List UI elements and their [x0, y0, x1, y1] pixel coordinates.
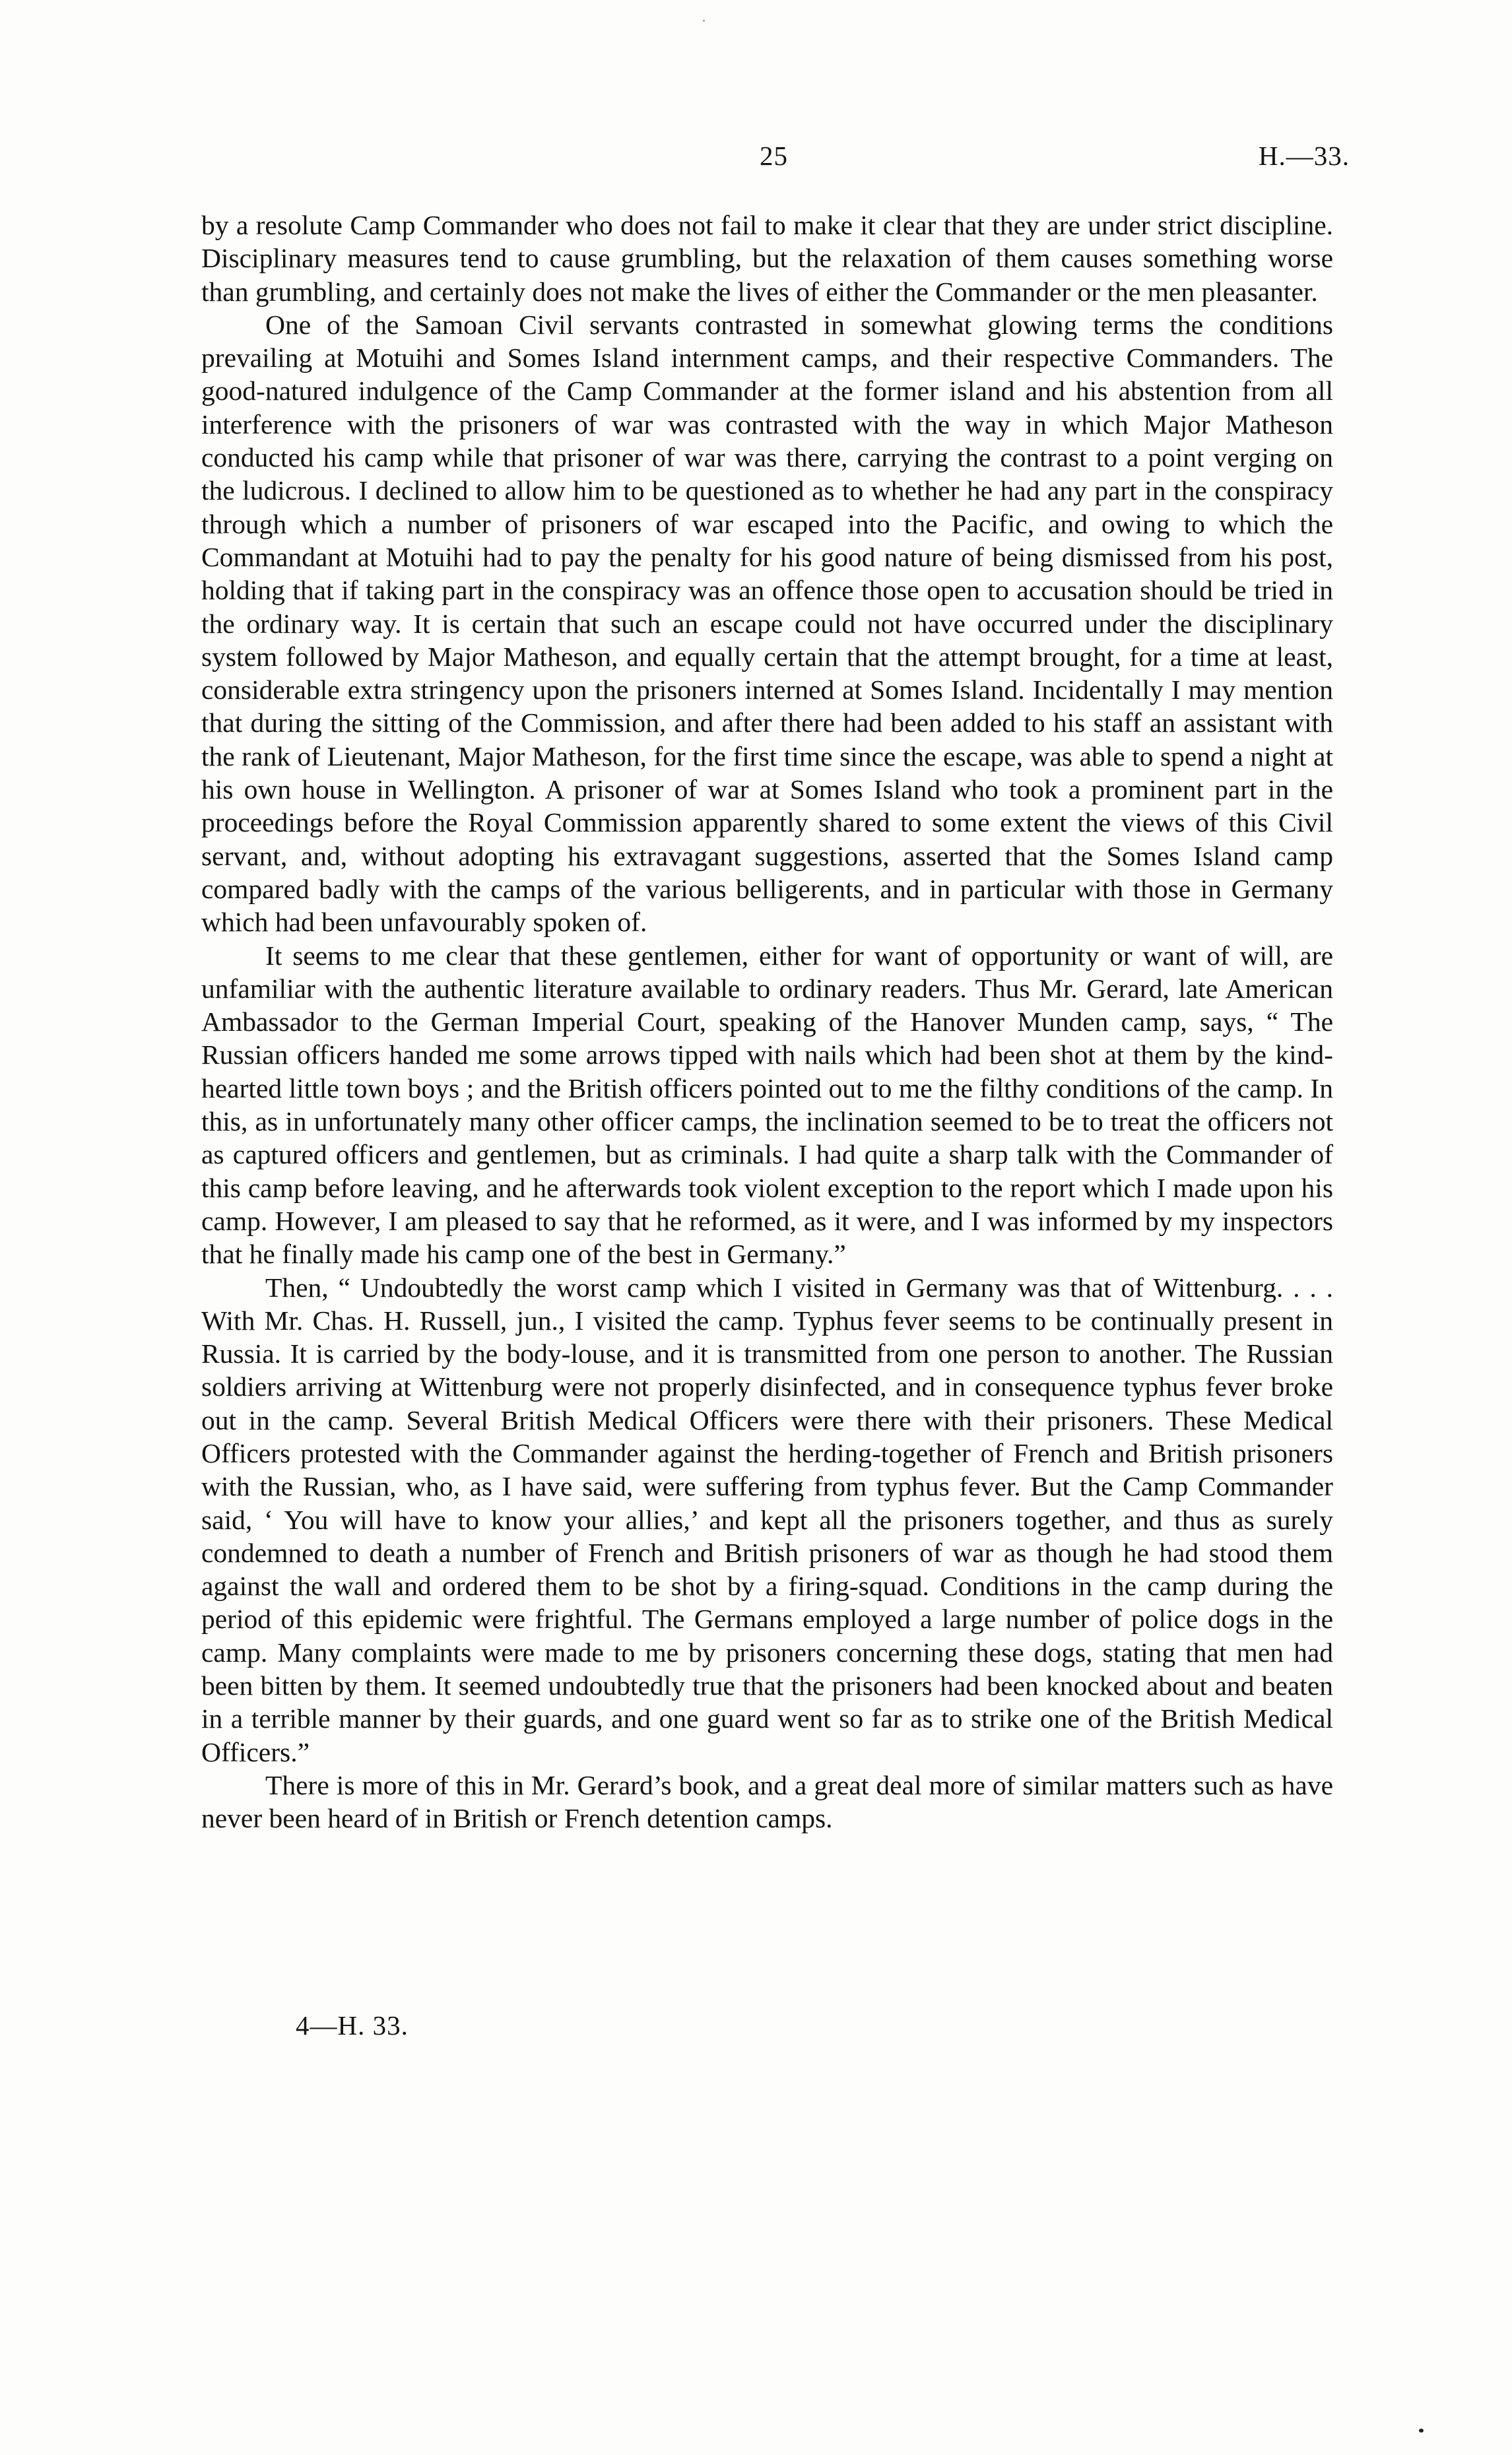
paragraph-1: by a resolute Camp Commander who does not fail to make it clear that they are under strict discipline. Disciplinary measures tend to cause grumbling, but the relaxation of them causes something worse than grumbling, and certainly does not make the lives of either the Commander or the men pleasanter. [201, 210, 1333, 307]
print-speck [1419, 2429, 1424, 2433]
print-speck [703, 20, 705, 22]
page-header [198, 140, 1350, 180]
signature-mark: 4—H. 33. [296, 2010, 409, 2041]
paragraph-2: One of the Samoan Civil servants contrasted in somewhat glowing terms the conditions prevailing at Motuihi and Somes Island internment camps, and their respective Commanders. The good-natured indulgence of the Camp Commander at the former island and his abstention from all interference with the prisoners of war was contrasted with the way in which Major Matheson conducted his camp while that prisoner of war was there, carrying the contrast to a point verging on the ludicrous. I declined to allow him to be questioned as to whether he had any part in the conspiracy through which a number of prisoners of war escaped into the Pacific, and owing to which the Commandant at Motuihi had to pay the penalty for his good nature of being dismissed from his post, holding that if taking part in the conspiracy was an offence those open to accusation should be tried in the ordinary way. It is certain that such an escape could not have occurred under the disciplinary system followed by Major Matheson, and equally certain that the attempt brought, for a time at least, considerable extra stringency upon the prisoners interned at Somes Island. Incidentally I may mention that during the sitting of the Commission, and after there had been added to his staff an assistant with the rank of Lieutenant, Major Matheson, for the first time since the escape, was able to spend a night at his own house in Wellington. A prisoner of war at Somes Island who took a prominent part in the proceedings before the Royal Commission apparently shared to some extent the views of this Civil servant, and, without adopting his extravagant suggestions, asserted that the Somes Island camp compared badly with the camps of the various belligerents, and in particular with those in Germany which had been unfavourably spoken of. [201, 309, 1333, 938]
paragraph-4: Then, “ Undoubtedly the worst camp which I visited in Germany was that of Wittenburg. . . . With Mr. Chas. H. Russell, jun., I visited the camp. Typhus fever seems to be continually present in Russia. It is carried by the body-louse, and it is transmitted from one person to another. The Russian soldiers arriving at Wittenburg were not properly disinfected, and in consequence typhus fever broke out in the camp. Several British Medical Officers were there with their prisoners. These Medical Officers protested with the Commander against the herding-together of French and British prisoners with the Russian, who, as I have said, were suffering from typhus fever. But the Camp Commander said, ‘ You will have to know your allies,’ and kept all the prisoners together, and thus as surely condemned to death a number of French and British prisoners of war as though he had stood them against the wall and ordered them to be shot by a firing-squad. Conditions in the camp during the period of this epidemic were frightful. The Germans employed a large number of police dogs in the camp. Many complaints were made to me by prisoners concerning these dogs, stating that men had been bitten by them. It seemed undoubtedly true that the prisoners had been knocked about and beaten in a terrible manner by their guards, and one guard went so far as to strike one of the British Medical Officers.” [201, 1272, 1333, 1767]
page-number: 25 [760, 141, 788, 171]
paragraph-5: There is more of this in Mr. Gerard’s book, and a great deal more of similar matters such as have never been heard of in British or French detention camps. [201, 1769, 1333, 1834]
paragraph-3: It seems to me clear that these gentlemen, either for want of opportunity or want of will, are unfamiliar with the authentic literature available to ordinary readers. Thus Mr. Gerard, late American Ambassador to the German Imperial Court, speaking of the Hanover Munden camp, says, “ The Russian officers handed me some arrows tipped with nails which had been shot at them by the kind-hearted little town boys ; and the British officers pointed out to me the filthy conditions of the camp. In this, as in unfortunately many other officer camps, the inclination seemed to be to treat the officers not as captured officers and gentlemen, but as criminals. I had quite a sharp talk with the Commander of this camp before leaving, and he afterwards took violent exception to the report which I made upon his camp. However, I am pleased to say that he reformed, as it were, and I was informed by my inspectors that he finally made his camp one of the best in Germany.” [201, 940, 1333, 1270]
document-reference: H.—33. [1258, 141, 1350, 171]
body-text [201, 209, 1333, 1835]
